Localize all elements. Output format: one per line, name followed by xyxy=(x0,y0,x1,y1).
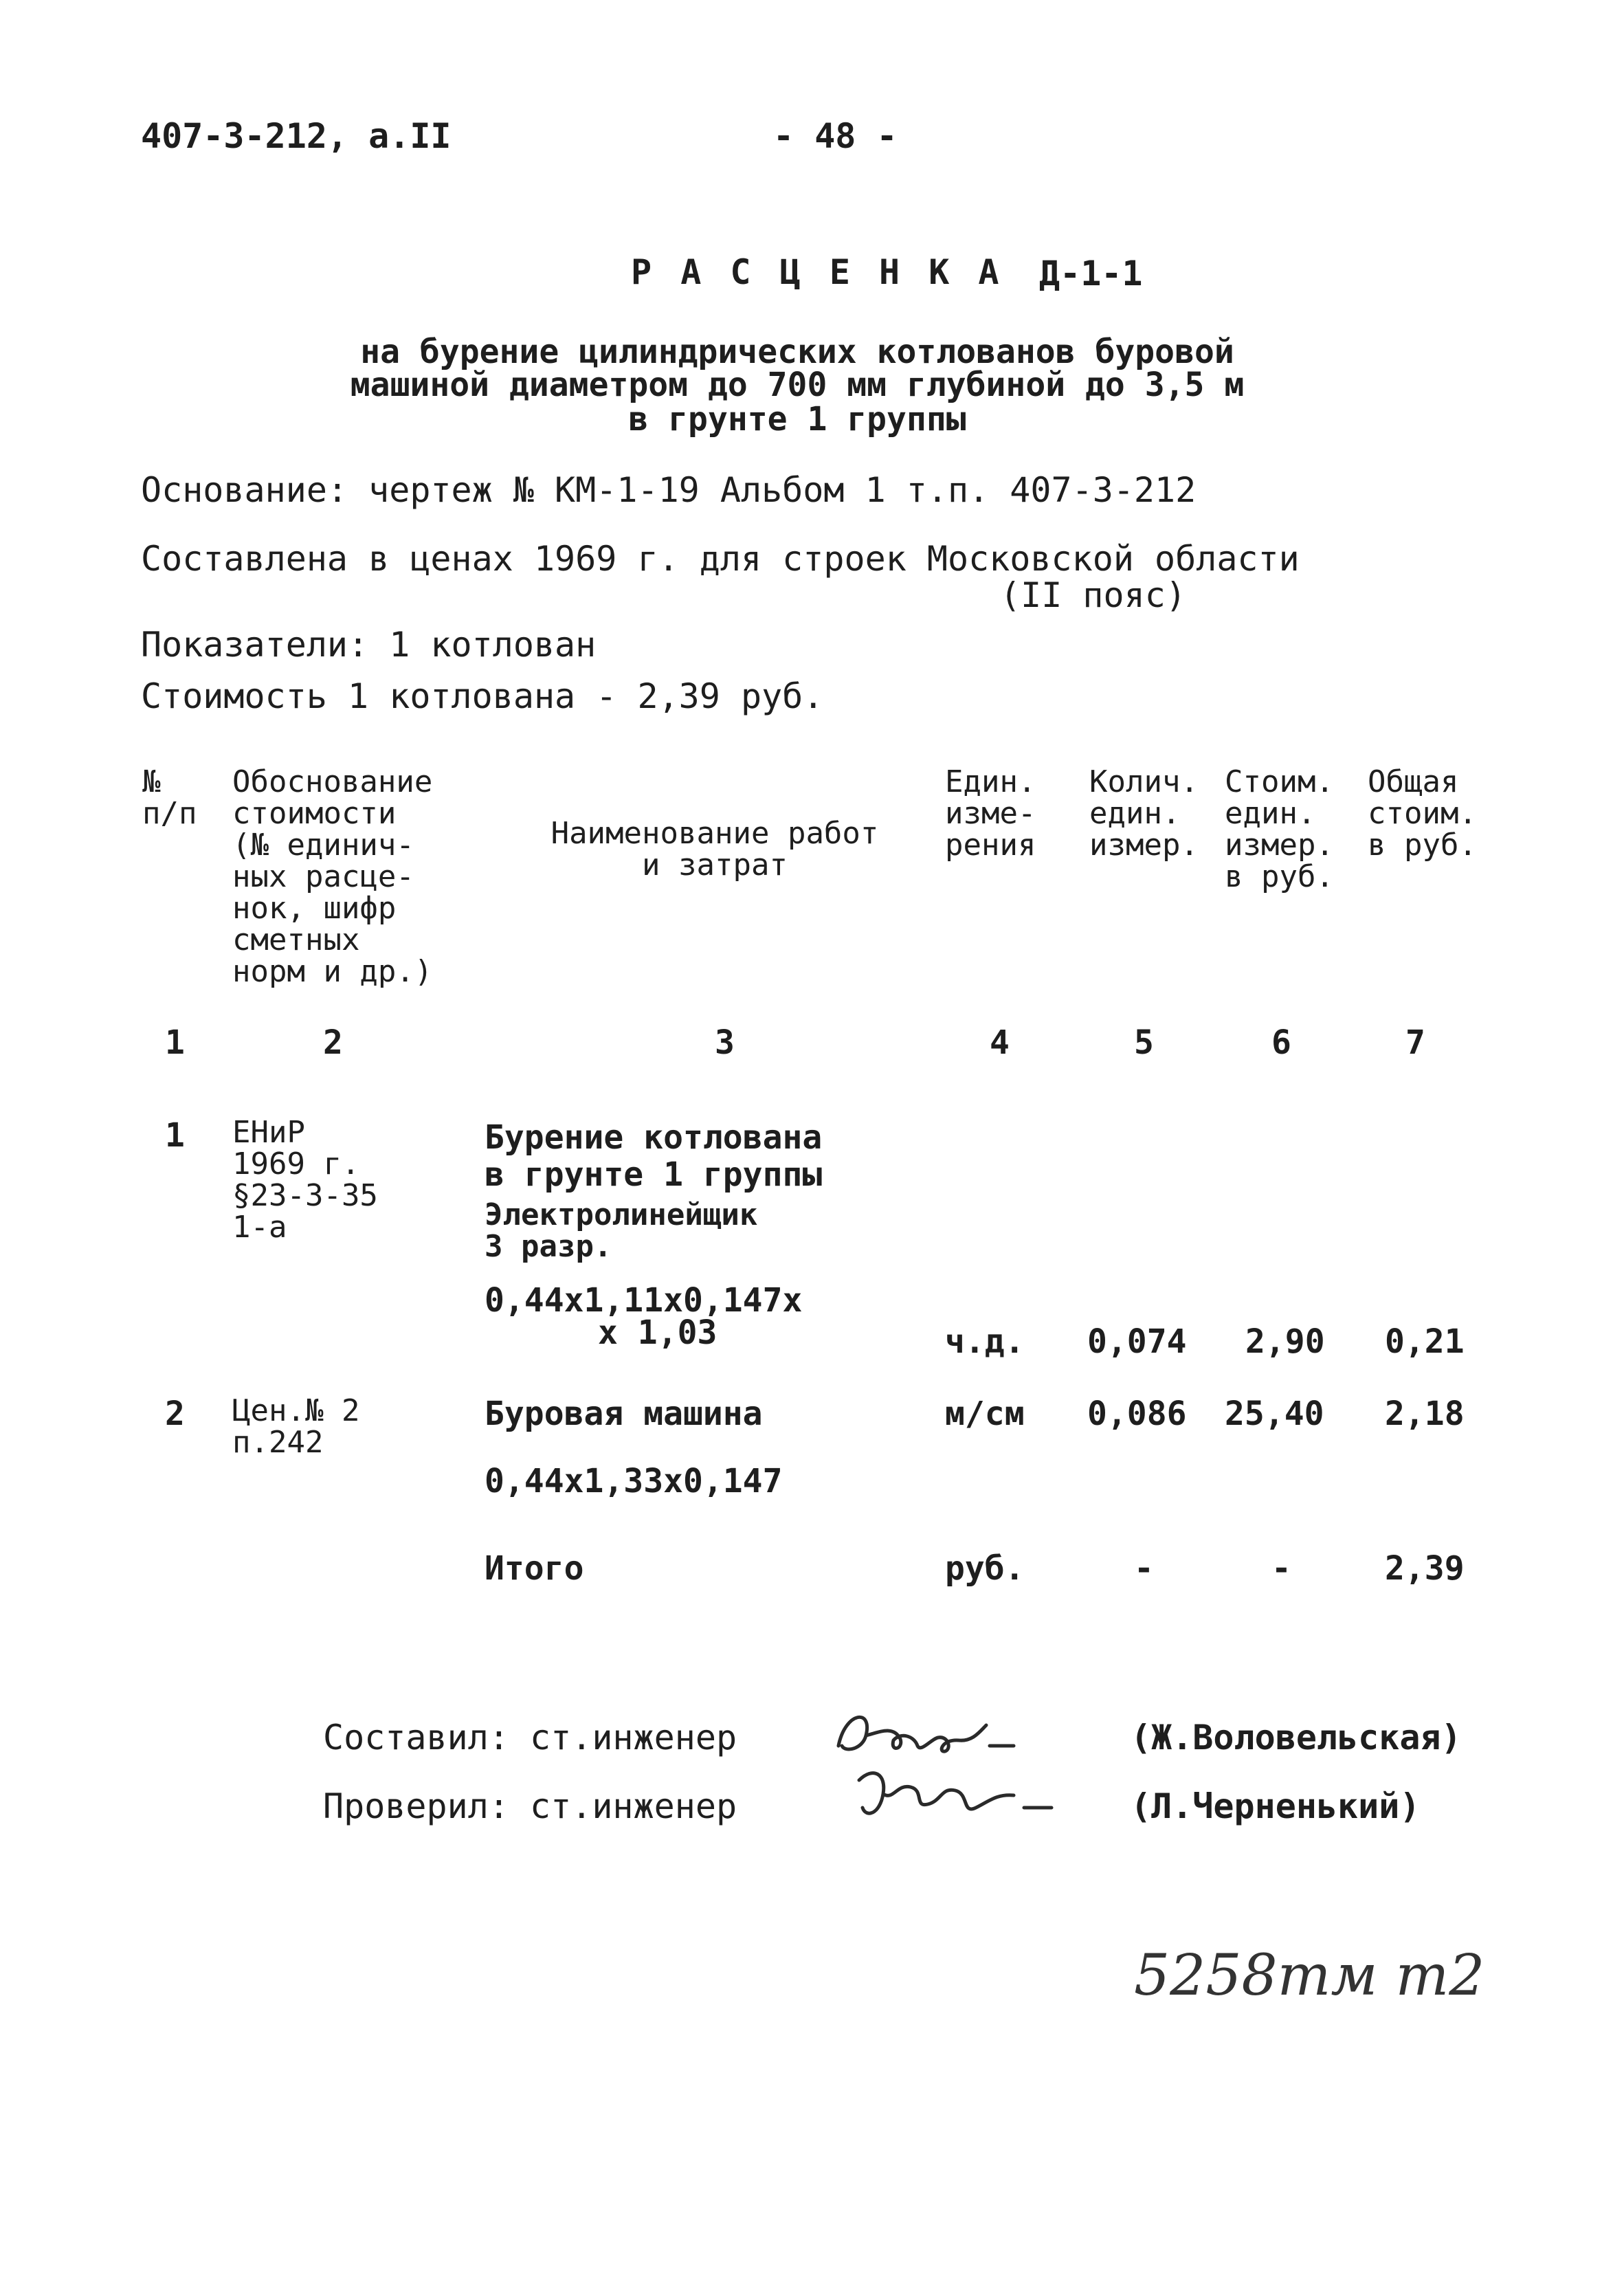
total-quantity-dash: - xyxy=(1134,1549,1154,1588)
column-number-6: 6 xyxy=(1271,1023,1291,1062)
total-unit: руб. xyxy=(945,1549,1025,1588)
document-reference: 407-3-212, а.II xyxy=(141,116,452,156)
column-number-4: 4 xyxy=(990,1023,1010,1062)
unit-cost-line: Стоимость 1 котлована - 2,39 руб. xyxy=(141,676,824,716)
total-label: Итого xyxy=(485,1549,584,1588)
column-number-1: 1 xyxy=(165,1023,185,1062)
row-2-formula: 0,44х1,33х0,147 xyxy=(485,1462,783,1500)
row-2-work-name: Буровая машина xyxy=(485,1395,763,1433)
basis-line: Основание: чертеж № КМ-1-19 Альбом 1 т.п. 407-3-212 xyxy=(141,470,1197,510)
handwritten-footer-note: 5258тм т2 xyxy=(1134,1943,1485,2008)
header-col-3: Наименование работ и затрат xyxy=(550,816,879,883)
row-1-basis: ЕНиР 1969 г. §23-3-35 1-а xyxy=(232,1115,378,1245)
row-1-unit-price: 2,90 xyxy=(1245,1322,1325,1361)
column-number-3: 3 xyxy=(715,1023,735,1062)
row-1-formula-line-1: 0,44х1,11х0,147х xyxy=(485,1281,803,1320)
header-col-1: № п/п xyxy=(142,764,197,831)
subtitle-line-3: в грунте 1 группы xyxy=(628,400,966,439)
column-number-7: 7 xyxy=(1405,1023,1425,1062)
row-2-unit-price: 25,40 xyxy=(1225,1395,1324,1433)
row-2-number: 2 xyxy=(165,1395,185,1433)
row-1-number: 1 xyxy=(165,1116,185,1155)
row-1-formula-line-2: х 1,03 xyxy=(598,1313,718,1352)
header-col-2: Обоснование стоимости (№ единич- ных расце- нок, шифр сметных норм и др.) xyxy=(232,764,433,989)
checker-signature xyxy=(845,1753,1106,1835)
price-zone: (II пояс) xyxy=(1000,575,1186,615)
checked-by-role: Проверил: ст.инженер xyxy=(323,1786,737,1826)
header-col-7: Общая стоим. в руб. xyxy=(1368,764,1477,863)
subtitle-line-1: на бурение цилиндрических котлованов буровой xyxy=(360,333,1234,371)
rate-code: Д-1-1 xyxy=(1039,254,1143,293)
row-1-total: 0,21 xyxy=(1385,1322,1465,1361)
header-col-5: Колич. един. измер. xyxy=(1089,764,1199,863)
page-number: - 48 - xyxy=(773,116,898,156)
checked-by-name: (Л.Черненький) xyxy=(1131,1786,1421,1826)
compiled-by-role: Составил: ст.инженер xyxy=(323,1718,737,1758)
indicators-line: Показатели: 1 котлован xyxy=(141,625,597,665)
column-number-2: 2 xyxy=(323,1023,343,1062)
row-1-unit: ч.д. xyxy=(945,1322,1025,1361)
row-1-worker: Электролинейщик 3 разр. xyxy=(485,1197,758,1264)
header-col-4: Един. изме- рения xyxy=(945,764,1036,863)
row-1-quantity: 0,074 xyxy=(1087,1322,1187,1361)
row-2-total: 2,18 xyxy=(1385,1395,1465,1433)
total-price-dash: - xyxy=(1271,1549,1291,1588)
row-1-work-name: Бурение котлована в грунте 1 группы xyxy=(485,1118,823,1194)
header-col-6: Стоим. един. измер. в руб. xyxy=(1225,764,1334,894)
document-title: Р А С Ц Е Н К А xyxy=(631,252,1003,292)
prices-line: Составлена в ценах 1969 г. для строек Московской области xyxy=(141,539,1300,579)
column-number-5: 5 xyxy=(1134,1023,1154,1062)
subtitle-line-2: машиной диаметром до 700 мм глубиной до 3,5 м xyxy=(350,366,1245,404)
total-amount: 2,39 xyxy=(1385,1549,1465,1588)
row-2-basis: Цен.№ 2 п.242 xyxy=(232,1393,360,1460)
row-2-quantity: 0,086 xyxy=(1087,1395,1187,1433)
compiled-by-name: (Ж.Воловельская) xyxy=(1131,1718,1462,1758)
row-2-unit: м/см xyxy=(945,1395,1025,1433)
